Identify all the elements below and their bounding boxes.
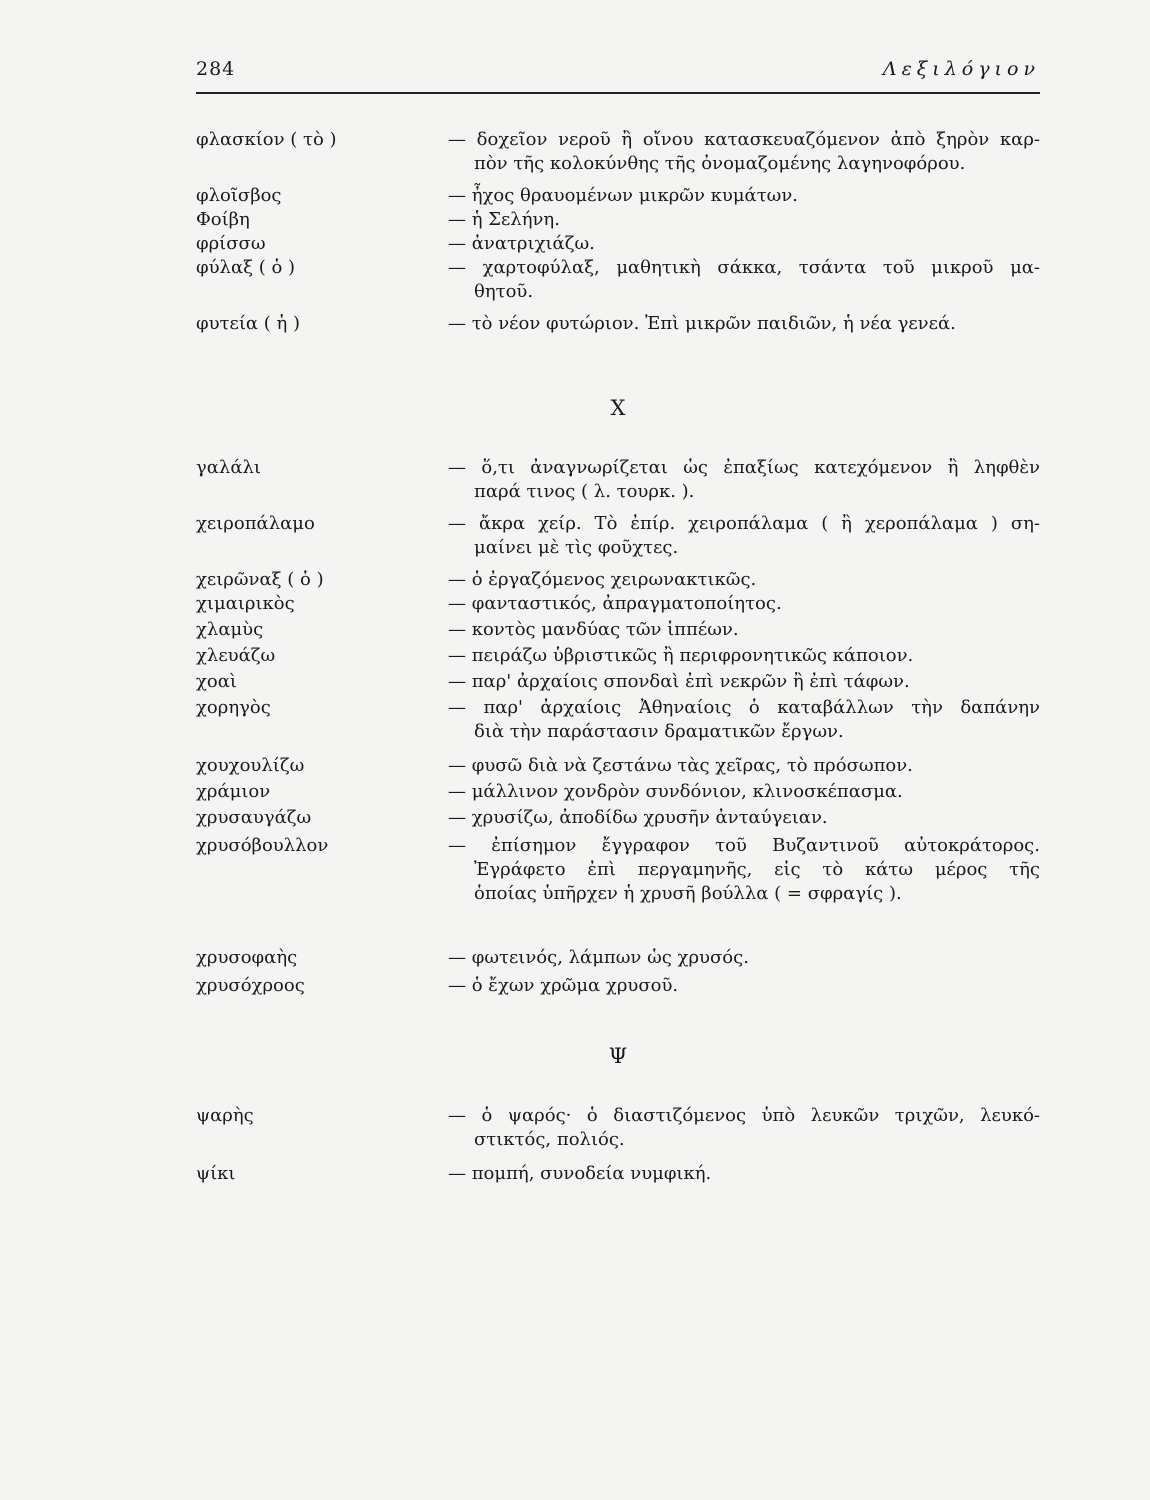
entry-term: χειροπάλαμο [196, 513, 315, 534]
definition-line: — φωτεινός, λάμπων ὡς χρυσός. [448, 947, 749, 968]
glossary-entry [196, 754, 1040, 778]
glossary-entry [196, 184, 1040, 208]
entry-term: ψίκι [196, 1163, 236, 1184]
definition-line: παρά τινος ( λ. τουρκ. ). [474, 481, 695, 502]
entry-term: γαλάλι [196, 457, 261, 478]
glossary-entry [196, 670, 1040, 694]
entry-term: χλαμὺς [196, 619, 264, 640]
definition-line: — χρυσίζω, ἀποδίδω χρυσῆν ἀνταύγειαν. [448, 807, 828, 828]
definition-line: — ἄκρα χείρ. Τὸ ἐπίρ. χειροπάλαμα ( ἢ χεροπάλαμα ) ση- [448, 513, 1040, 534]
definition-line: — κοντὸς μανδύας τῶν ἱππέων. [448, 619, 739, 640]
definition-line: — δοχεῖον νεροῦ ἢ οἴνου κατασκευαζόμενον ἀπὸ ξηρὸν καρ- [448, 129, 1040, 150]
entry-definition [448, 1162, 1040, 1186]
entry-definition [448, 512, 1040, 560]
entry-definition [448, 806, 1040, 830]
glossary-entry [196, 568, 1040, 592]
glossary-entry [196, 780, 1040, 804]
glossary-entry [196, 806, 1040, 830]
entry-term: χουχουλίζω [196, 755, 305, 776]
definition-line: — ὁ ἐργαζόμενος χειρωνακτικῶς. [448, 569, 757, 590]
glossary-entry [196, 644, 1040, 668]
entry-term: χρυσόβουλλον [196, 835, 329, 856]
glossary-entry [196, 512, 1040, 560]
glossary-entry [196, 1104, 1040, 1152]
entry-term: χιμαιρικὸς [196, 593, 295, 614]
definition-line: — τὸ νέον φυτώριον. Ἐπὶ μικρῶν παιδιῶν, ἡ νέα γενεά. [448, 313, 956, 334]
definition-line: — φυσῶ διὰ νὰ ζεστάνω τὰς χεῖρας, τὸ πρόσωπον. [448, 755, 913, 776]
entry-definition [448, 974, 1040, 998]
glossary-entry [196, 232, 1040, 256]
definition-line: — ἀνατριχιάζω. [448, 233, 595, 254]
entry-term: χορηγὸς [196, 697, 271, 718]
entry-definition [448, 208, 1040, 232]
definition-line: θητοῦ. [474, 281, 534, 302]
entry-term: χρυσοφαὴς [196, 947, 298, 968]
definition-line: μαίνει μὲ τὶς φοῦχτες. [474, 537, 679, 558]
entry-term: φύλαξ ( ὁ ) [196, 257, 296, 278]
definition-line: — φανταστικός, ἀπραγματοποίητος. [448, 593, 782, 614]
glossary-entry [196, 208, 1040, 232]
glossary-entry [196, 1162, 1040, 1186]
definition-line: — πειράζω ὑβριστικῶς ἢ περιφρονητικῶς κάποιον. [448, 645, 914, 666]
definition-line: — ὁ ψαρός· ὁ διαστιζόμενος ὑπὸ λευκῶν τριχῶν, λευκό- [448, 1105, 1040, 1126]
glossary-entry [196, 256, 1040, 304]
entry-term: Φοίβη [196, 209, 250, 230]
entry-term: φλασκίον ( τὸ ) [196, 129, 337, 150]
glossary-entry [196, 696, 1040, 744]
definition-line: — ἦχος θραυομένων μικρῶν κυμάτων. [448, 185, 798, 206]
entry-term: φλοῖσβος [196, 185, 282, 206]
entry-definition [448, 834, 1040, 906]
entry-definition [448, 184, 1040, 208]
page-number: 284 [196, 58, 236, 80]
page-header [196, 58, 1040, 94]
entry-term: χοαὶ [196, 671, 237, 692]
entry-definition [448, 256, 1040, 304]
glossary-entry [196, 618, 1040, 642]
definition-line: — ὁ ἔχων χρῶμα χρυσοῦ. [448, 975, 679, 996]
glossary-entry [196, 974, 1040, 998]
entry-term: χειρῶναξ ( ὁ ) [196, 569, 324, 590]
glossary-entry [196, 456, 1040, 504]
entry-term: χρυσόχροος [196, 975, 305, 996]
entry-definition [448, 1104, 1040, 1152]
entry-definition [448, 232, 1040, 256]
definition-line: ὁποίας ὑπῆρχεν ἡ χρυσῆ βούλλα ( = σφραγίς ). [474, 883, 902, 904]
entry-definition [448, 128, 1040, 176]
definition-line: — ἐπίσημον ἔγγραφον τοῦ Βυζαντινοῦ αὐτοκράτορος. [448, 835, 1040, 856]
definition-line: πὸν τῆς κολοκύνθης τῆς ὀνομαζομένης λαγηνοφόρου. [474, 153, 966, 174]
entry-term: φρίσσω [196, 233, 266, 254]
glossary-entry [196, 128, 1040, 176]
definition-line: — παρ' ἀρχαίοις Ἀθηναίοις ὁ καταβάλλων τὴν δαπάνην [448, 697, 1040, 718]
entry-term: ψαρὴς [196, 1105, 254, 1126]
glossary-entry [196, 592, 1040, 616]
entry-term: φυτεία ( ἡ ) [196, 313, 301, 334]
entry-term: χρυσαυγάζω [196, 807, 312, 828]
definition-line: — ὅ,τι ἀναγνωρίζεται ὡς ἐπαξίως κατεχόμενον ἢ ληφθὲν [448, 457, 1040, 478]
entry-definition [448, 618, 1040, 642]
entry-definition [448, 696, 1040, 744]
definition-line: Ἐγράφετο ἐπὶ περγαμηνῆς, εἰς τὸ κάτω μέρος τῆς [474, 859, 1040, 880]
entry-definition [448, 754, 1040, 778]
section-letter-heading: Χ [610, 396, 626, 420]
entry-definition [448, 568, 1040, 592]
section-letter-heading: Ψ [608, 1044, 628, 1068]
entry-term: χράμιον [196, 781, 271, 802]
entry-definition [448, 946, 1040, 970]
definition-line: — μάλλινον χονδρὸν συνδόνιον, κλινοσκέπασμα. [448, 781, 903, 802]
glossary-entry [196, 946, 1040, 970]
definition-line: διὰ τὴν παράστασιν δραματικῶν ἔργων. [474, 721, 844, 742]
running-head: Λεξιλόγιον [882, 58, 1040, 80]
definition-line: — πομπή, συνοδεία νυμφική. [448, 1163, 712, 1184]
entry-term: χλευάζω [196, 645, 276, 666]
definition-line: στικτός, πολιός. [474, 1129, 625, 1150]
entry-definition [448, 592, 1040, 616]
definition-line: — ἡ Σελήνη. [448, 209, 560, 230]
entry-definition [448, 670, 1040, 694]
entry-definition [448, 456, 1040, 504]
entry-definition [448, 644, 1040, 668]
definition-line: — παρ' ἀρχαίοις σπονδαὶ ἐπὶ νεκρῶν ἢ ἐπὶ τάφων. [448, 671, 910, 692]
entry-definition [448, 780, 1040, 804]
definition-line: — χαρτοφύλαξ, μαθητικὴ σάκκα, τσάντα τοῦ μικροῦ μα- [448, 257, 1040, 278]
entry-definition [448, 312, 1040, 336]
glossary-entry [196, 834, 1040, 906]
glossary-entry [196, 312, 1040, 336]
